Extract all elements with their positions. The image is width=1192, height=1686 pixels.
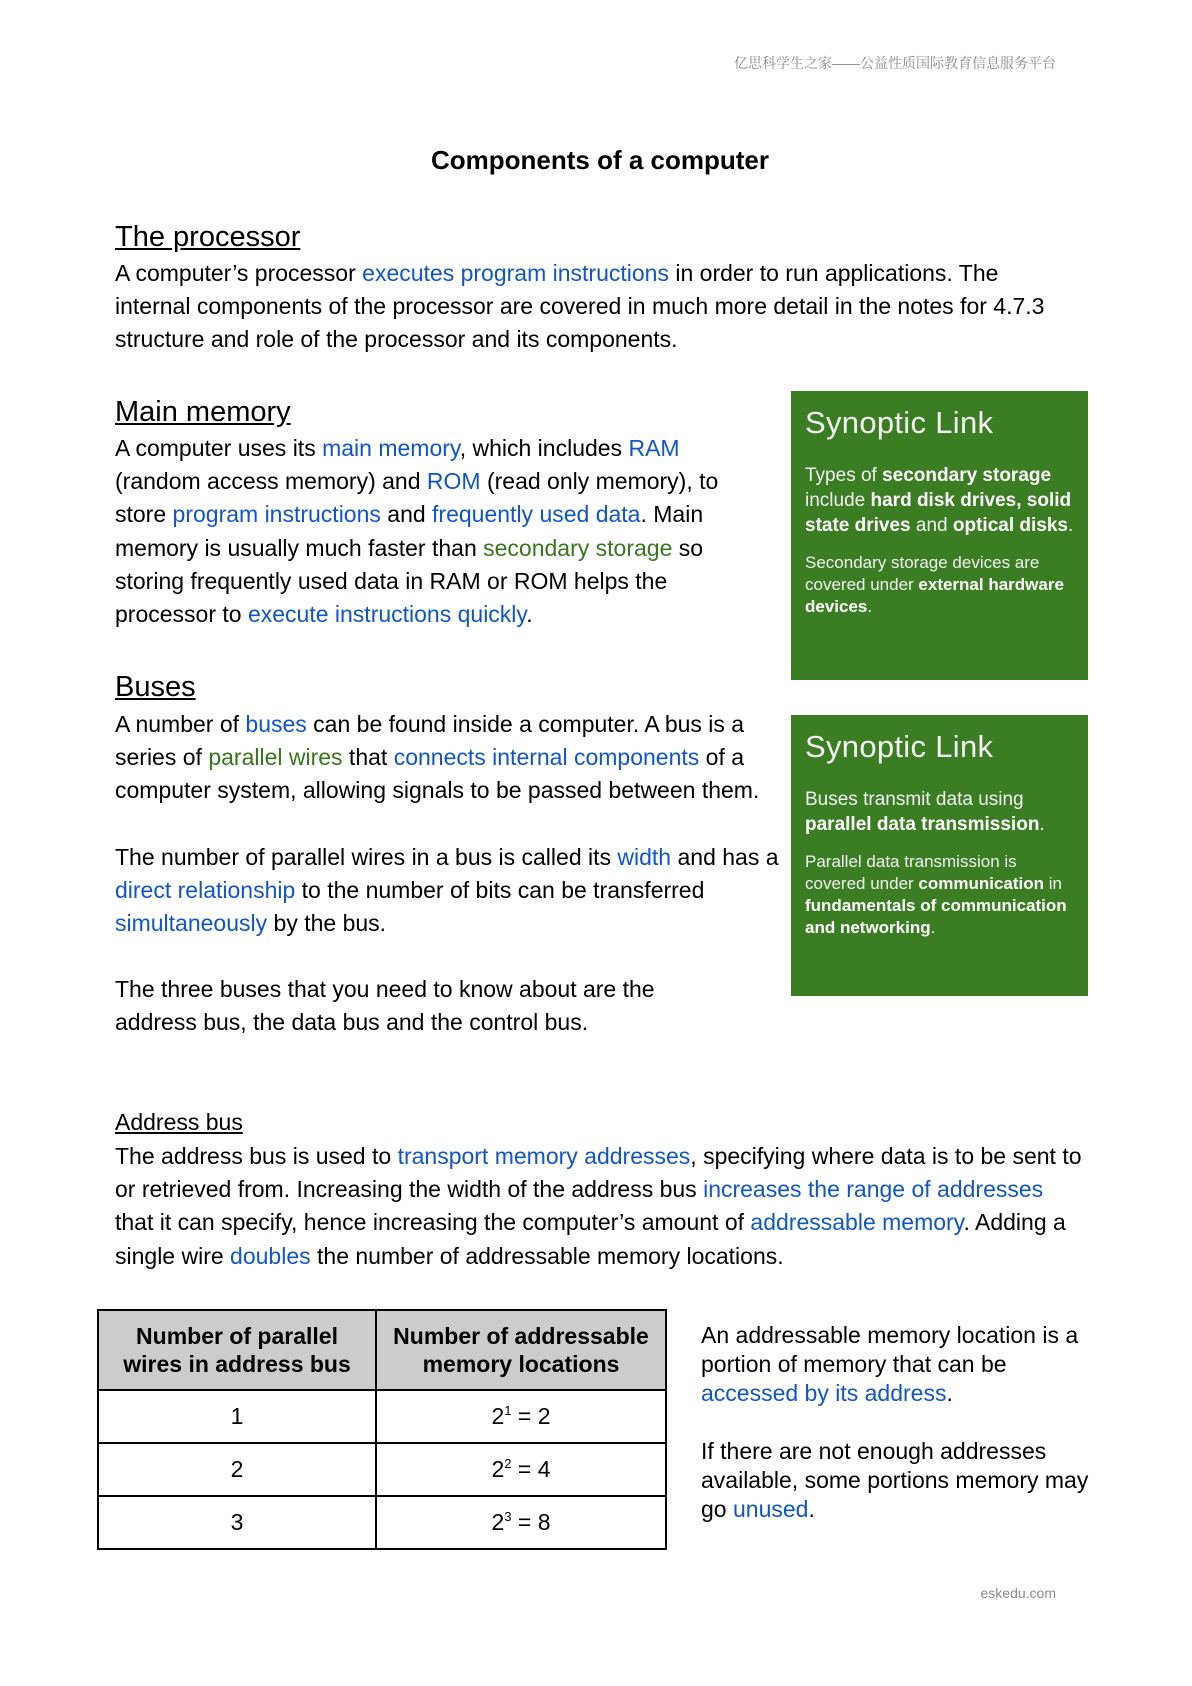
term-ram: RAM [628,435,680,461]
term-parallel-wires: parallel wires [208,744,343,771]
processor-heading: The processor [115,221,301,253]
power-base: 2 [491,1403,505,1429]
term-doubles: doubles [230,1242,311,1269]
buses-paragraph-1 [115,708,780,808]
table-cell-wires: 2 [98,1443,376,1496]
power-result: = 2 [511,1403,551,1429]
text: and [910,515,953,536]
buses-heading: Buses [115,671,196,703]
text: . [946,1380,953,1406]
text: and [380,501,433,528]
table-header-row [98,1310,666,1390]
header-note: 亿思科学生之家——公益性质国际教育信息服务平台 [734,55,1056,71]
address-bus-paragraph [115,1140,1085,1273]
synoptic-title: Synoptic Link [805,729,994,764]
text: . [930,918,936,937]
text: that [342,744,394,771]
text: . [1039,814,1045,835]
term-unused: unused [732,1496,809,1522]
main-memory-heading: Main memory [115,396,291,428]
term-transport-memory-addresses: transport memory addresses [397,1143,691,1169]
text: . [808,1496,815,1522]
text: An addressable memory location is a portion of memory that can be [701,1322,1079,1377]
table-row [98,1390,666,1443]
bold-term: parallel data transmission [805,814,1040,835]
text: (read only memory), to store [115,468,719,528]
term-connects-internal-components: connects internal components [393,744,700,771]
text: . Main memory is usually much faster than [115,501,704,561]
table-header-locations: Number of addressable memory locations [376,1310,666,1390]
text: . [526,601,533,628]
power-base: 2 [491,1456,505,1482]
synoptic-link-secondary-storage [791,391,1088,680]
text: If there are not enough addresses available, some portions memory may go [701,1438,1089,1522]
term-secondary-storage: secondary storage [483,534,673,561]
power-result: = 4 [511,1456,551,1482]
text: in [1044,874,1062,893]
table-row [98,1496,666,1549]
synoptic-link-parallel-transmission [791,715,1088,996]
text: and has a [671,843,779,870]
synoptic-title: Synoptic Link [805,405,994,440]
bold-term: external hardware devices [805,575,1064,616]
term-execute-instructions-quickly: execute instructions quickly [247,601,527,628]
table-cell-locations [376,1443,666,1496]
text: . Adding a single wire [115,1209,1066,1269]
addressable-memory-note [701,1321,1096,1524]
text: Buses transmit data using [805,789,1024,810]
text: of a computer system, allowing signals to be passed between them. [115,744,760,804]
power-exponent: 2 [504,1456,512,1471]
table-row [98,1443,666,1496]
text: (random access memory) and [115,468,427,495]
term-program-instructions: program instructions [172,501,381,528]
power-exponent: 1 [504,1403,512,1418]
text: The number of parallel wires in a bus is called its [115,843,618,870]
term-buses: buses [245,711,307,737]
text: can be found inside a computer. A bus is a series of [115,711,745,771]
synoptic-text [805,851,1074,939]
note-paragraph-1 [701,1321,1096,1408]
text: in order to run applications. The internal components of the processor are covered in much more detail in the notes for 4.7.3 structure and role of the processor and its components. [115,260,1045,353]
table-cell-wires: 3 [98,1496,376,1549]
text: Parallel data transmission is covered under [805,852,1017,893]
text: , specifying where data is to be sent to or retrieved from. Increasing the width of the address bus [115,1143,1082,1203]
buses-paragraph-2 [115,841,780,941]
page-title: Components of a computer [430,145,769,175]
power-base: 2 [491,1509,505,1535]
term-accessed-by-its-address: accessed by its address [701,1380,947,1406]
power-exponent: 3 [504,1509,512,1524]
table-header-wires: Number of parallel wires in address bus [98,1310,376,1390]
table-cell-locations [376,1496,666,1549]
bold-term: optical disks [952,515,1068,536]
text: . [1068,515,1074,536]
term-rom: ROM [426,468,481,495]
note-paragraph-2 [701,1437,1096,1524]
buses-paragraph-3: The three buses that you need to know about are the address bus, the data bus and the control bus. [115,976,655,1036]
term-addressable-memory: addressable memory [750,1209,964,1236]
text: include [805,490,871,511]
term-executes-program-instructions: executes program instructions [362,260,669,286]
address-bus-table [97,1309,667,1550]
synoptic-text [805,552,1074,618]
term-width: width [617,843,672,870]
text: , which includes [459,435,629,461]
text: the number of addressable memory locations. [310,1242,784,1269]
text: The address bus is used to [115,1143,398,1169]
text: A number of [115,711,246,737]
bold-term: hard disk drives, solid state drives [805,490,1072,536]
synoptic-text [805,463,1074,538]
text: . [867,597,873,616]
table-cell-wires: 1 [98,1390,376,1443]
main-memory-paragraph [115,432,770,631]
buses-paragraphs [115,708,780,1040]
term-increases-range-of-addresses: increases the range of addresses [703,1176,1044,1203]
text: by the bus. [267,910,387,937]
text: to the number of bits can be transferred [295,876,705,903]
address-bus-heading: Address bus [115,1109,243,1135]
term-frequently-used-data: frequently used data [432,501,641,528]
term-simultaneously: simultaneously [115,910,268,937]
bold-term: communication [918,874,1045,893]
synoptic-text [805,787,1074,837]
text: Types of [805,465,883,486]
processor-paragraph [115,257,1075,357]
table-cell-locations [376,1390,666,1443]
text: Secondary storage devices are covered under [805,553,1040,594]
text: that it can specify, hence increasing the computer’s amount of [115,1209,751,1236]
power-result: = 8 [511,1509,551,1535]
text: A computer’s processor [115,260,363,286]
bold-term: fundamentals of communication and networking [805,896,1067,937]
term-direct-relationship: direct relationship [115,876,296,903]
bold-term: secondary storage [882,465,1052,486]
term-main-memory: main memory [322,435,460,461]
text: A computer uses its [115,435,323,461]
footer-note: eskedu.com [980,1585,1056,1601]
text: so storing frequently used data in RAM or ROM helps the processor to [115,534,704,628]
